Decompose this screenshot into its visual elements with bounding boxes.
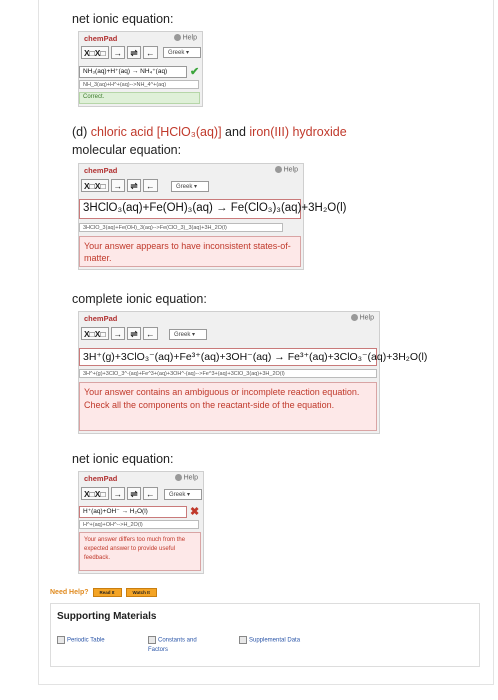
- chempad-header: [79, 472, 203, 484]
- greek-dropdown[interactable]: Greek ▾: [164, 489, 202, 500]
- chempad-molecular: [78, 163, 347, 270]
- feedback-error: Your answer differs too much from the expected answer to provide useful feedback.: [79, 532, 201, 571]
- arrow-button[interactable]: →: [111, 46, 126, 59]
- help-link[interactable]: Help: [175, 474, 198, 481]
- subscript-superscript-button[interactable]: X□X□: [81, 179, 109, 192]
- net-ionic-heading-top: net ionic equation:: [72, 12, 174, 26]
- feedback-error: Your answer appears to have inconsistent states-of-matter.: [79, 236, 301, 267]
- constants-factors-link[interactable]: Constants and Factors: [148, 637, 197, 653]
- answer-echo: 3H^+(g)+3ClO_3^-(aq)+Fe^3+(aq)+3OH^-(aq)-->Fe^3+(aq)+3ClO_3(aq)+3H_2O(l): [79, 369, 377, 378]
- periodic-table-link[interactable]: Periodic Table: [57, 636, 105, 644]
- backspace-button[interactable]: ←: [143, 46, 158, 59]
- subscript-superscript-button[interactable]: X□X□: [81, 46, 109, 59]
- read-it-button[interactable]: Read It: [93, 588, 122, 597]
- chempad-title: chemPad: [84, 34, 118, 43]
- answer-echo: 3HClO_3(aq)+Fe(OH)_3(aq)-->Fe(ClO_3)_3(aq)+3H_2O(l): [79, 223, 283, 232]
- help-row: [50, 588, 157, 597]
- arrow-button[interactable]: →: [111, 487, 126, 500]
- subscript-superscript-button[interactable]: X□X□: [81, 487, 109, 500]
- help-icon: [174, 34, 181, 41]
- incorrect-x-icon: ✖: [190, 506, 200, 518]
- backspace-button[interactable]: ←: [143, 327, 158, 340]
- backspace-button[interactable]: ←: [143, 179, 158, 192]
- supplemental-data-icon: [239, 636, 247, 644]
- help-icon: [175, 474, 182, 481]
- need-help-label: Need Help?: [50, 589, 89, 596]
- equilibrium-button[interactable]: ⇌: [127, 327, 141, 340]
- answer-input[interactable]: NH₃(aq)+H⁺(aq) → NH₄⁺(aq): [79, 66, 187, 78]
- watch-it-button[interactable]: Watch It: [126, 588, 157, 597]
- backspace-button[interactable]: ←: [143, 487, 158, 500]
- help-icon: [275, 166, 282, 173]
- chempad-header: [79, 312, 379, 324]
- acid-name: chloric acid [HClO₃(aq)]: [90, 125, 222, 139]
- supplemental-data-link[interactable]: Supplemental Data: [239, 636, 300, 644]
- chempad-title: chemPad: [84, 474, 118, 483]
- complete-ionic-heading: complete ionic equation:: [72, 292, 207, 306]
- subscript-superscript-button[interactable]: X□X□: [81, 327, 109, 340]
- greek-dropdown[interactable]: Greek ▾: [169, 329, 207, 340]
- chempad-toolbar: [81, 179, 158, 192]
- chempad-top: [78, 31, 203, 107]
- arrow-button[interactable]: →: [111, 179, 126, 192]
- equilibrium-button[interactable]: ⇌: [127, 46, 141, 59]
- base-name: iron(III) hydroxide: [249, 125, 347, 139]
- periodic-table-icon: [57, 636, 65, 644]
- part-d-title: (d) chloric acid [HClO₃(aq)] and iron(III) hydroxide: [72, 125, 347, 139]
- supporting-materials-title: Supporting Materials: [57, 611, 157, 622]
- chempad-net-ionic: [78, 471, 204, 574]
- chempad-title: chemPad: [84, 314, 118, 323]
- chempad-complete-ionic: [78, 311, 428, 434]
- correct-check-icon: ✔: [190, 66, 200, 78]
- help-link[interactable]: Help: [275, 166, 298, 173]
- feedback-error: Your answer contains an ambiguous or incomplete reaction equation. Check all the components on the reactant-side of the equation.: [79, 382, 377, 431]
- greek-dropdown[interactable]: Greek ▾: [171, 181, 209, 192]
- constants-icon: [148, 636, 156, 644]
- net-ionic-heading: net ionic equation:: [72, 452, 174, 466]
- supporting-materials-panel: [50, 603, 480, 667]
- chempad-toolbar: [81, 487, 158, 500]
- help-link[interactable]: Help: [174, 34, 197, 41]
- chempad-header: [79, 164, 303, 176]
- answer-echo: H^+(aq)+OH^-->H_2O(l): [79, 520, 199, 529]
- greek-dropdown[interactable]: Greek ▾: [163, 47, 201, 58]
- equilibrium-button[interactable]: ⇌: [127, 179, 141, 192]
- feedback-correct: Correct.: [79, 92, 200, 104]
- answer-input[interactable]: 3HClO₃(aq)+Fe(OH)₃(aq) → Fe(ClO₃)₃(aq)+3H₂O(l): [79, 199, 301, 219]
- chempad-header: [79, 32, 202, 44]
- chempad-toolbar: [81, 327, 158, 340]
- answer-echo: NH_3(aq)+H^+(aq)-->NH_4^+(aq): [79, 80, 199, 89]
- molecular-heading: molecular equation:: [72, 143, 182, 157]
- chempad-title: chemPad: [84, 166, 118, 175]
- help-icon: [351, 314, 358, 321]
- chempad-toolbar: [81, 46, 158, 59]
- arrow-button[interactable]: →: [111, 327, 126, 340]
- help-link[interactable]: Help: [351, 314, 374, 321]
- answer-input[interactable]: H⁺(aq)+OH⁻ → H₂O(l): [79, 506, 187, 518]
- answer-input[interactable]: 3H⁺(g)+3ClO₃⁻(aq)+Fe³⁺(aq)+3OH⁻(aq) → Fe³⁺(aq)+3ClO₃⁻(aq)+3H₂O(l): [79, 348, 377, 366]
- equilibrium-button[interactable]: ⇌: [127, 487, 141, 500]
